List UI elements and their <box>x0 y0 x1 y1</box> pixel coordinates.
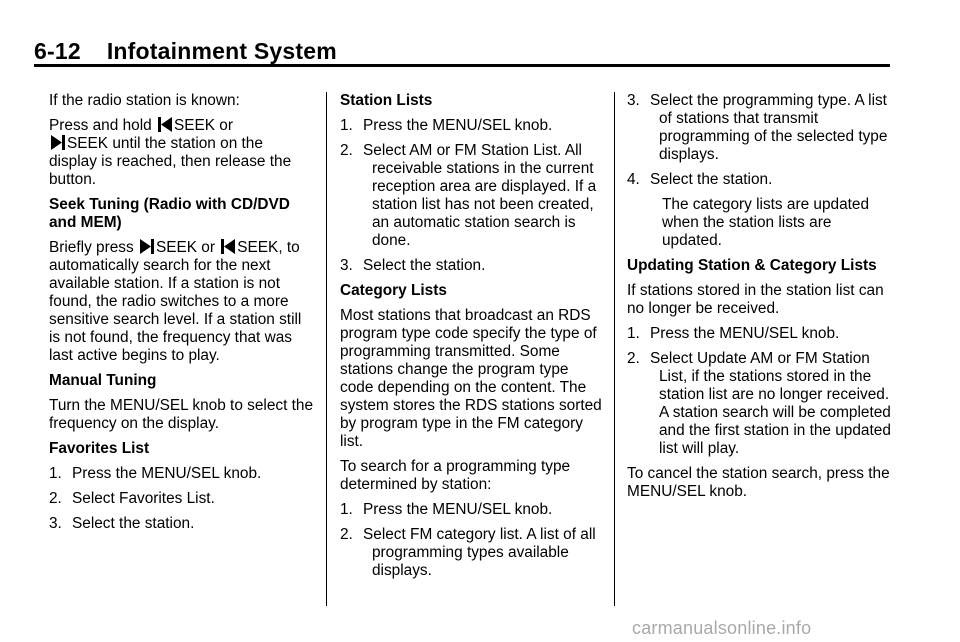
watermark: carmanualsonline.info <box>632 618 812 638</box>
heading-station-lists: Station Lists <box>340 92 433 109</box>
list-item: 2. Select FM category list. A list of all programming types available displays. <box>340 526 596 579</box>
heading-seek-tuning: Seek Tuning (Radio with CD/DVD and MEM) <box>49 196 290 231</box>
seek-back-icon <box>220 239 236 254</box>
list-item: 1. Press the MENU/SEL knob. <box>340 117 553 134</box>
column-divider <box>614 92 615 606</box>
paragraph-press-and-hold: Press and hold SEEK or SEEK until the station on the display is reached, then release the button. <box>49 117 292 188</box>
paragraph-to-search: To search for a programming type determined by station: <box>340 458 571 493</box>
column-2 <box>340 92 603 587</box>
list-item: 2. Select Favorites List. <box>49 490 215 507</box>
paragraph-category-note: The category lists are updated when the station lists are updated. <box>662 196 870 249</box>
heading-category-lists: Category Lists <box>340 282 447 299</box>
column-1 <box>49 92 314 540</box>
heading-favorites-list: Favorites List <box>49 440 150 457</box>
list-item: 4. Select the station. <box>627 171 773 188</box>
list-item: 1. Press the MENU/SEL knob. <box>49 465 262 482</box>
heading-manual-tuning: Manual Tuning <box>49 372 157 389</box>
list-item: 2. Select Update AM or FM Station List, if the stations stored in the station list are no longer received. A station search will be completed and the first station in the updated list will play. <box>627 350 891 457</box>
page-header <box>34 38 337 64</box>
paragraph-stations-stored: If stations stored in the station list can no longer be received. <box>627 282 884 317</box>
list-item: 3. Select the station. <box>49 515 195 532</box>
header-rule <box>34 64 890 67</box>
seek-forward-icon <box>50 135 66 150</box>
column-3 <box>627 92 893 508</box>
list-item: 1. Press the MENU/SEL knob. <box>627 325 840 342</box>
seek-back-icon <box>157 117 173 132</box>
list-item: 1. Press the MENU/SEL knob. <box>340 501 553 518</box>
list-item: 3. Select the programming type. A list of stations that transmit programming of the selected type displays. <box>627 92 888 163</box>
paragraph-cancel: To cancel the station search, press the MENU/SEL knob. <box>627 465 890 500</box>
paragraph-manual-tuning: Turn the MENU/SEL knob to select the frequency on the display. <box>49 397 314 432</box>
paragraph-briefly-press: Briefly press SEEK or SEEK, to automatically search for the next available station. If a station is not found, the radio switches to a more sensitive search level. If a station still is not found, the frequency that was last active begins to play. <box>49 239 302 364</box>
paragraph-known: If the radio station is known: <box>49 92 240 109</box>
paragraph-most-stations: Most stations that broadcast an RDS program type code specify the type of programming transmitted. Some stations change the program type code depending on the content. The system stores the RDS stations sorted by program type in the FM category list. <box>340 307 602 450</box>
heading-updating-lists: Updating Station & Category Lists <box>627 257 877 274</box>
list-item: 2. Select AM or FM Station List. All receivable stations in the current reception area are displayed. If a station list has not been created, an automatic station search is done. <box>340 142 597 249</box>
section-title: Infotainment System <box>106 38 337 64</box>
column-divider <box>326 92 327 606</box>
page-number: 6-12 <box>34 38 81 64</box>
list-item: 3. Select the station. <box>340 257 486 274</box>
seek-forward-icon <box>139 239 155 254</box>
